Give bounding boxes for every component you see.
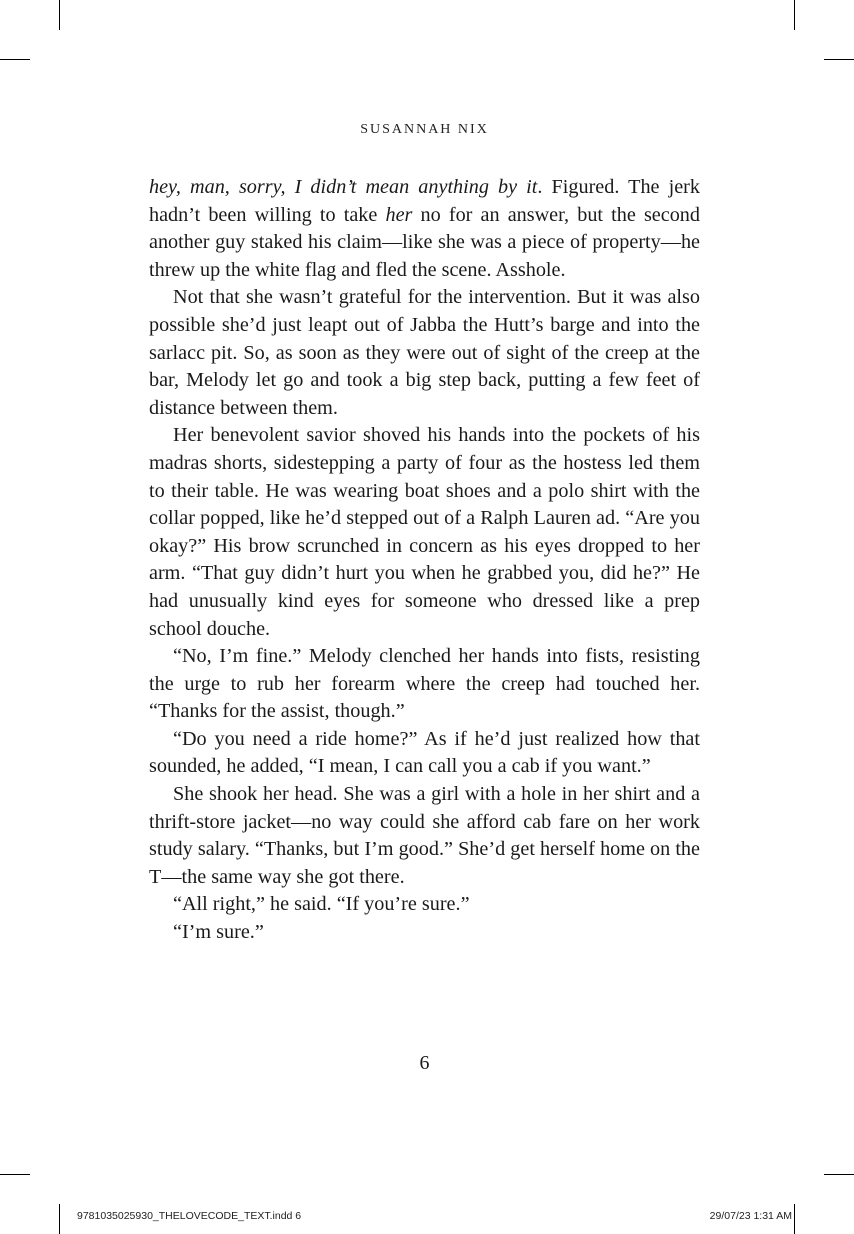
paragraph bbox=[149, 891, 700, 919]
body-text bbox=[149, 174, 700, 947]
paragraph bbox=[149, 643, 700, 726]
paragraph bbox=[149, 422, 700, 643]
crop-mark bbox=[59, 0, 60, 30]
page-number: 6 bbox=[419, 1052, 430, 1074]
slug-datetime: 29/07/23 1:31 AM bbox=[709, 1210, 792, 1222]
slug-file-info: 9781035025930_THELOVECODE_TEXT.indd 6 bbox=[77, 1210, 302, 1222]
paragraph bbox=[149, 726, 700, 781]
text-run: “Do you need a ride home?” As if he’d just realized how that sounded, he added, “I mean, I can call you a cab if you want.” bbox=[149, 727, 700, 778]
crop-mark bbox=[794, 0, 795, 30]
text-run: no for an answer, but the second another guy staked his claim—like she was a piece of property—he threw up the white flag and fled the scene. Asshole. bbox=[149, 203, 700, 281]
paragraph bbox=[149, 174, 700, 284]
text-run: “No, I’m fine.” Melody clenched her hands into fists, resisting the urge to rub her forearm where the creep had touched her. “Thanks for the assist, though.” bbox=[149, 645, 700, 723]
crop-mark bbox=[59, 1204, 60, 1234]
text-run: . Figured. The jerk hadn’t been willing to take bbox=[149, 176, 700, 226]
text-run: “All right,” he said. “If you’re sure.” bbox=[173, 893, 470, 916]
paragraph bbox=[149, 781, 700, 891]
crop-mark bbox=[0, 59, 30, 60]
crop-mark bbox=[0, 1174, 30, 1175]
text-run: She shook her head. She was a girl with a hole in her shirt and a thrift-store jacket—no way could she afford cab fare on her work study salary. “Thanks, but I’m good.” She’d get herself home on the T—the same way she got there. bbox=[149, 783, 700, 888]
italic-text: hey, man, sorry, I didn’t mean anything by it bbox=[149, 176, 538, 198]
text-run: Her benevolent savior shoved his hands into the pockets of his madras shorts, sidestepping a party of four as the hostess led them to their table. He was wearing boat shoes and a polo shirt with the collar popped, like he’d stepped out of a Ralph Lauren ad. “Are you okay?” His brow scrunched in concern as his eyes dropped to her arm. “That guy didn’t hurt you when he grabbed you, did he?” He had unusually kind eyes for someone who dressed like a prep school douche. bbox=[149, 424, 700, 640]
crop-mark bbox=[794, 1204, 795, 1234]
crop-mark bbox=[824, 59, 854, 60]
text-run: “I’m sure.” bbox=[173, 921, 264, 944]
crop-mark bbox=[824, 1174, 854, 1175]
running-header: SUSANNAH NIX bbox=[360, 122, 489, 137]
italic-text: her bbox=[385, 203, 413, 226]
text-run: Not that she wasn’t grateful for the intervention. But it was also possible she’d just leapt out of Jabba the Hutt’s barge and into the sarlacc pit. So, as soon as they were out of sight of the creep at the bar, Melody let go and took a big step back, putting a few feet of distance between them. bbox=[149, 286, 700, 419]
paragraph bbox=[149, 284, 700, 422]
paragraph bbox=[149, 919, 700, 947]
